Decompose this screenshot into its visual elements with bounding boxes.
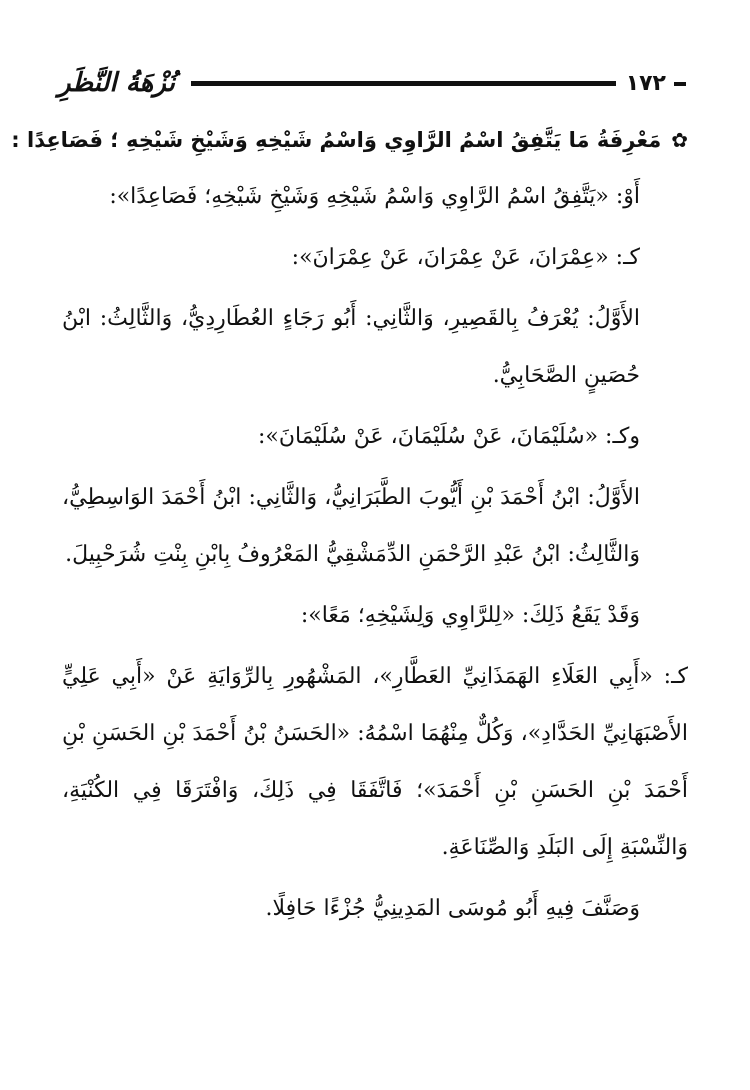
paragraph-8: وَصَنَّفَ فِيهِ أَبُو مُوسَى المَدِينِيُّ جُزْءًا حَافِلًا.: [265, 896, 640, 921]
running-title: نُزْهَةُ النَّظَرِ: [58, 68, 175, 98]
paragraph-3: الأَوَّلُ: يُعْرَفُ بِالقَصِيرِ، وَالثَّانِي: أَبُو رَجَاءٍ العُطَارِدِيُّ، وَالثَّالِثُ: ابْنُ حُصَينٍ الصَّحَابِيُّ.: [62, 306, 640, 388]
paragraph-7: كـ: «أَبِي العَلَاءِ الهَمَذَانِيِّ العَطَّارِ»، المَشْهُورِ بِالرِّوَايَةِ عَنْ «أَبِي عَلِيٍّ الأَصْبَهَانِيِّ الحَدَّادِ»، وَكُلٌّ مِنْهُمَا اسْمُهُ: «الحَسَنُ بْنُ أَحْمَدَ بْنِ الحَسَنِ بْنِ أَحْمَدَ بْنِ الحَسَنِ بْنِ أَحْمَدَ»؛ فَاتَّفَقَا فِي ذَلِكَ، وَافْتَرَقَا فِي الكُنْيَةِ، وَالنِّسْبَةِ إِلَى البَلَدِ وَالصِّنَاعَةِ.: [62, 664, 688, 860]
paragraph-5: الأَوَّلُ: ابْنُ أَحْمَدَ بْنِ أَيُّوبَ الطَّبَرَانِيُّ، وَالثَّانِي: ابْنُ أَحْمَدَ الوَاسِطِيُّ، وَالثَّالِثُ: ابْنُ عَبْدِ الرَّحْمَنِ الدِّمَشْقِيُّ المَعْرُوفُ بِابْنِ بِنْتِ شُرَحْبِيلَ.: [62, 485, 640, 567]
flower-ornament-icon: ✿: [671, 128, 688, 152]
paragraph-2: كـ: «عِمْرَانَ، عَنْ عِمْرَانَ، عَنْ عِمْرَانَ»:: [291, 245, 640, 270]
paragraph-1: أَوْ: «يَتَّفِقُ اسْمُ الرَّاوِي وَاسْمُ شَيْخِهِ وَشَيْخِ شَيْخِهِ؛ فَصَاعِدًا»:: [109, 184, 640, 209]
page-content: [11, 118, 688, 941]
header-rule: [191, 81, 616, 86]
section-heading: [11, 118, 688, 162]
paragraph-6: وَقَدْ يَقَعُ ذَلِكَ: «لِلرَّاوِي وَلِشَيْخِهِ؛ مَعًا»:: [300, 603, 640, 628]
page-header: [58, 58, 686, 108]
section-heading-text: مَعْرِفَةُ مَا يَتَّفِقُ اسْمُ الرَّاوِي وَاسْمُ شَيْخِهِ وَشَيْخِ شَيْخِهِ ؛ فَصَاعِدًا :: [11, 128, 662, 152]
paragraph-4: وكـ: «سُلَيْمَانَ، عَنْ سُلَيْمَانَ، عَنْ سُلَيْمَانَ»:: [257, 424, 640, 449]
page-number: ١٧٢: [626, 71, 686, 96]
